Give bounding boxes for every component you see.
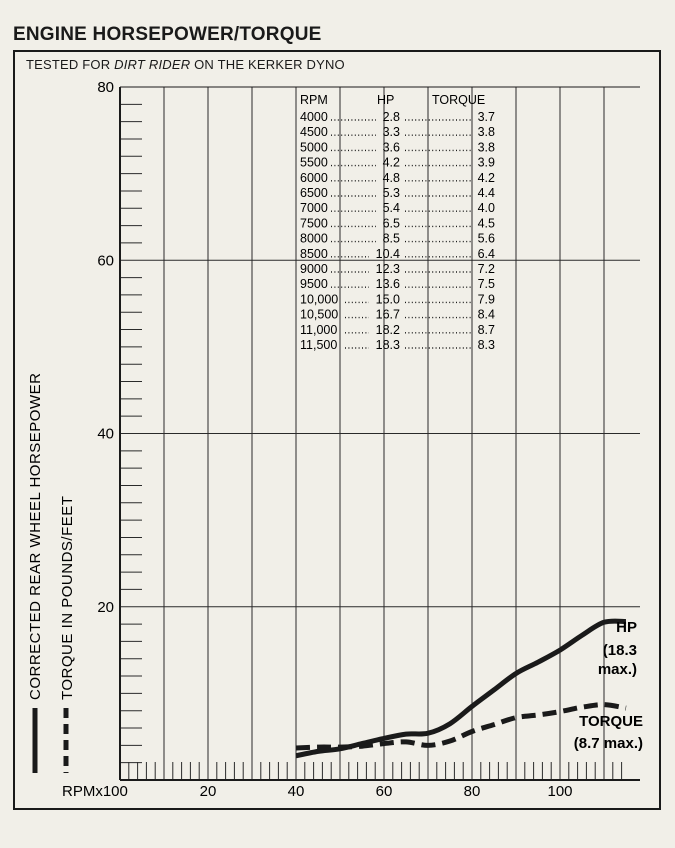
- table-row: [300, 292, 495, 306]
- y-tick-label: 20: [97, 598, 114, 616]
- table-cell-hp: 5.4: [382, 201, 400, 216]
- table-row: [300, 171, 495, 185]
- table-cell-torque: 3.7: [477, 110, 495, 124]
- table-cell-rpm: 9500: [300, 277, 328, 292]
- table-row: [300, 323, 495, 337]
- table-cell-torque: 4.0: [477, 201, 495, 216]
- table-row: [300, 201, 495, 215]
- x-tick-label: 60: [375, 783, 393, 800]
- annotation-torque: (8.7 max.): [573, 735, 643, 752]
- subtitle-magazine: DIRT RIDER: [114, 57, 191, 72]
- table-cell-hp: 10.4: [375, 246, 400, 261]
- annotation-torque: TORQUE: [579, 713, 643, 730]
- y-axis-label-torque: TORQUE IN POUNDS/FEET: [59, 495, 76, 700]
- table-cell-hp: 15.0: [375, 292, 400, 307]
- table-cell-hp: 13.6: [375, 277, 400, 292]
- table-cell-rpm: 8000: [300, 231, 328, 246]
- table-cell-torque: 4.4: [477, 186, 495, 200]
- subtitle-suffix: ON THE KERKER DYNO: [190, 57, 345, 72]
- table-cell-hp: 3.3: [382, 125, 400, 140]
- table-cell-rpm: 6500: [300, 186, 328, 200]
- minor-ticks: [120, 104, 622, 780]
- table-row: [300, 216, 495, 230]
- table-cell-rpm: 10,500: [300, 307, 339, 322]
- grid: [120, 87, 640, 780]
- table-cell-rpm: 7500: [300, 216, 328, 231]
- table-row: [300, 308, 495, 322]
- table-cell-torque: 8.3: [477, 338, 495, 352]
- table-cell-rpm: 11,500: [300, 338, 338, 352]
- table-row: [300, 110, 495, 124]
- table-row: [300, 232, 495, 246]
- y-tick-label: 80: [97, 79, 114, 96]
- table-cell-rpm: 7000: [300, 201, 328, 216]
- table-row: [300, 277, 495, 291]
- table-row: [300, 140, 495, 154]
- table-cell-hp: 8.5: [382, 231, 400, 246]
- table-cell-rpm: 5500: [300, 155, 328, 170]
- table-cell-torque: 7.5: [477, 277, 495, 292]
- subtitle-prefix: TESTED FOR: [26, 57, 115, 72]
- table-row: [300, 262, 495, 276]
- table-cell-hp: 18.3: [375, 338, 400, 352]
- table-cell-hp: 12.3: [375, 262, 400, 276]
- annotation-hp: (18.3: [602, 642, 637, 659]
- table-cell-torque: 8.4: [477, 307, 495, 322]
- table-row: [300, 156, 495, 170]
- table-row: [300, 247, 495, 261]
- table-cell-torque: 4.5: [477, 216, 495, 231]
- table-cell-hp: 4.8: [382, 170, 400, 185]
- table-header-hp: HP: [377, 93, 395, 107]
- table-cell-torque: 7.9: [477, 292, 495, 307]
- table-cell-hp: 3.6: [382, 140, 400, 155]
- table-cell-torque: 4.2: [477, 170, 495, 185]
- table-row: [300, 186, 495, 200]
- table-row: [300, 125, 495, 139]
- table-cell-torque: 3.8: [477, 140, 495, 155]
- table-cell-rpm: 4000: [300, 110, 328, 124]
- chart-heading: ENGINE HORSEPOWER/TORQUE: [13, 24, 322, 45]
- table-cell-rpm: 9000: [300, 262, 328, 276]
- table-row: [300, 338, 495, 352]
- table-cell-torque: 6.4: [477, 246, 495, 261]
- table-cell-rpm: 8500: [300, 246, 328, 261]
- x-axis-label: RPMx100: [62, 783, 128, 800]
- table-header-torque: TORQUE: [432, 93, 486, 107]
- y-tick-label: 60: [97, 252, 114, 270]
- data-table: [300, 93, 495, 352]
- annotation-hp: HP: [616, 619, 637, 636]
- table-cell-torque: 3.9: [477, 155, 495, 170]
- table-cell-hp: 16.7: [375, 307, 400, 322]
- x-tick-label: 80: [463, 783, 481, 800]
- x-tick-label: 20: [199, 783, 217, 800]
- table-cell-rpm: 5000: [300, 140, 328, 155]
- table-cell-torque: 8.7: [477, 322, 495, 337]
- table-cell-rpm: 10,000: [300, 292, 339, 307]
- table-cell-hp: 4.2: [382, 155, 400, 170]
- y-axis-label-hp: CORRECTED REAR WHEEL HORSEPOWER: [27, 372, 44, 700]
- x-tick-label: 40: [287, 783, 305, 800]
- table-cell-torque: 3.8: [477, 125, 495, 140]
- table-cell-hp: 5.3: [382, 186, 400, 200]
- x-tick-label: 100: [547, 783, 573, 800]
- table-cell-hp: 2.8: [382, 110, 400, 124]
- annotation-hp: max.): [597, 661, 637, 678]
- table-cell-hp: 18.2: [375, 322, 400, 337]
- table-cell-hp: 6.5: [382, 216, 400, 231]
- table-cell-rpm: 11,000: [300, 322, 338, 337]
- table-cell-rpm: 4500: [300, 125, 328, 140]
- y-tick-label: 40: [97, 425, 114, 443]
- table-cell-torque: 5.6: [477, 231, 495, 246]
- table-cell-torque: 7.2: [477, 262, 495, 276]
- table-header-rpm: RPM: [300, 93, 328, 107]
- table-cell-rpm: 6000: [300, 170, 328, 185]
